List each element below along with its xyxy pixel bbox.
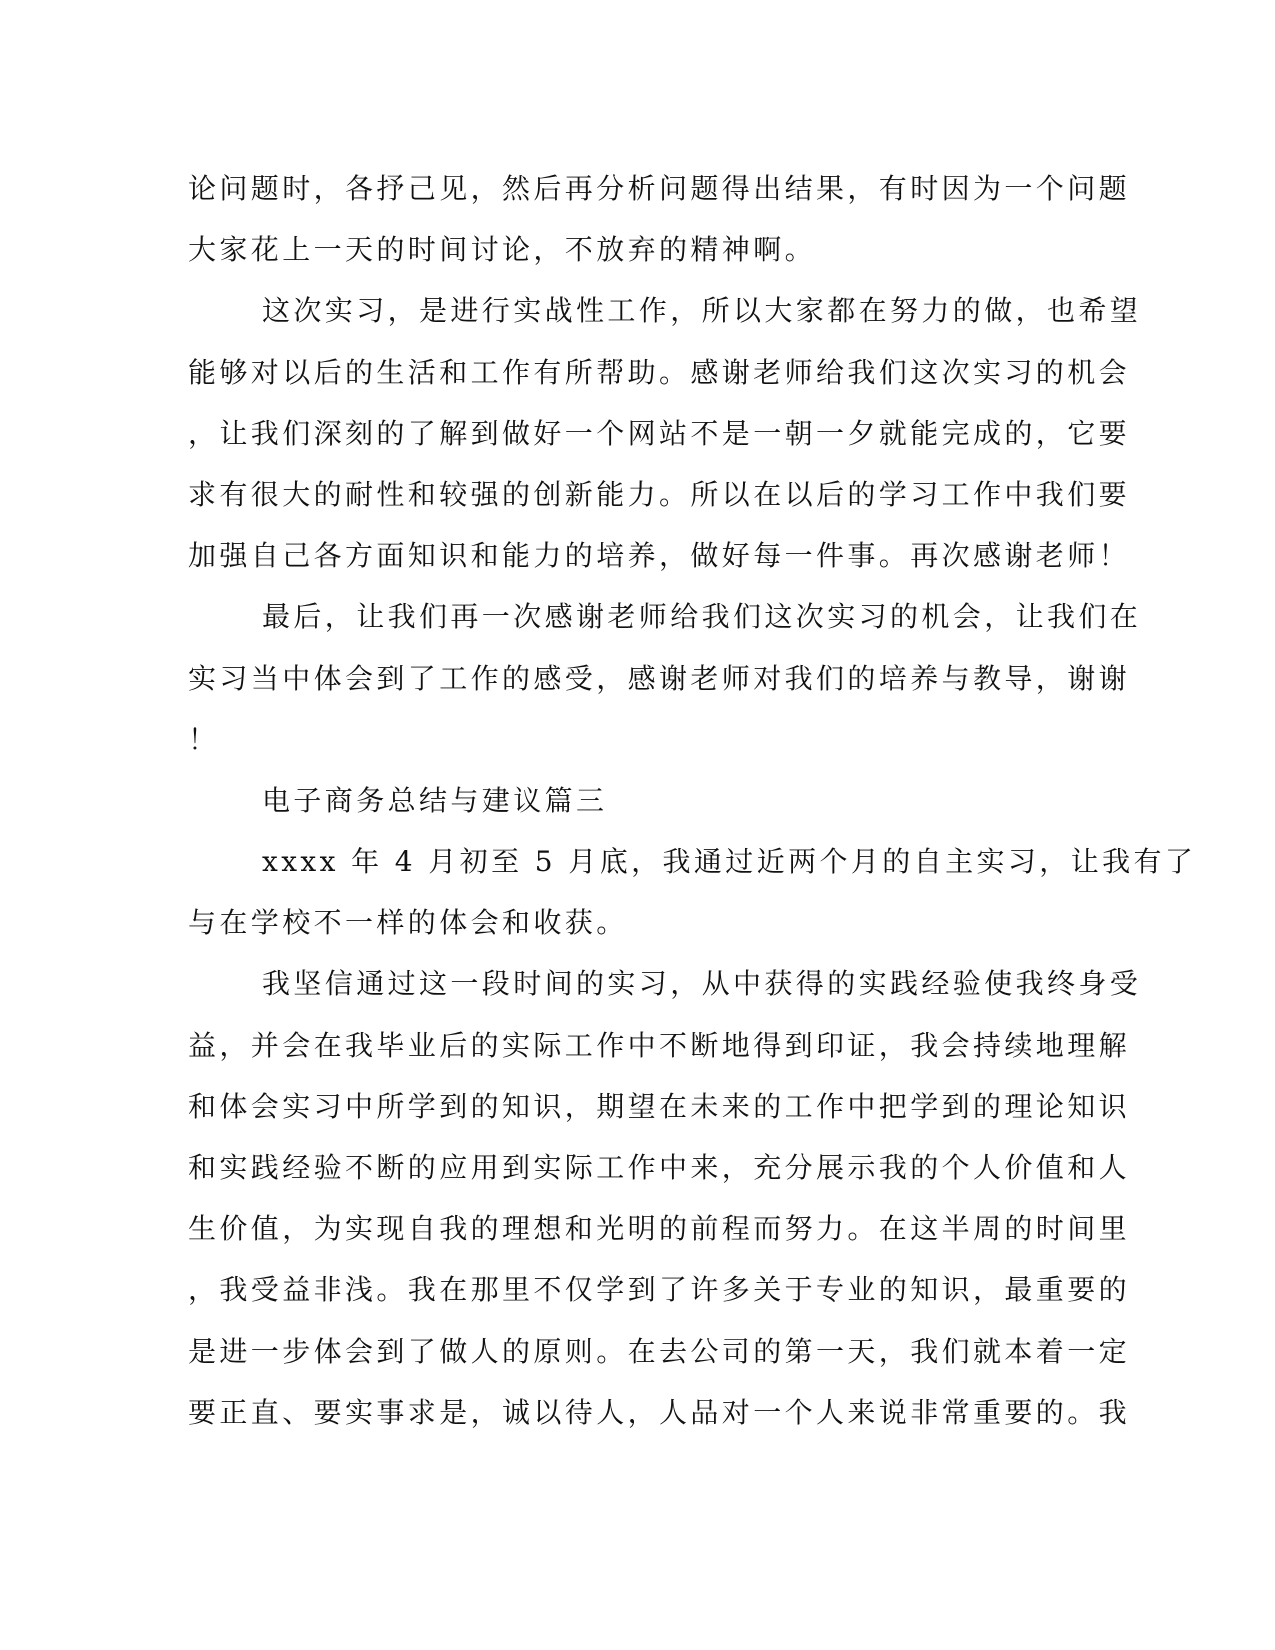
text-line: 实习当中体会到了工作的感受，感谢老师对我们的培养与教导，谢谢 xyxy=(188,661,1131,695)
document-body xyxy=(188,158,1197,1443)
text-line: 生价值，为实现自我的理想和光明的前程而努力。在这半周的时间里 xyxy=(188,1212,1131,1246)
text-line: 要正直、要实事求是，诚以待人，人品对一个人来说非常重要的。我 xyxy=(188,1395,1131,1429)
text-line: 我坚信通过这一段时间的实习，从中获得的实践经验使我终身受 xyxy=(262,967,1142,1001)
text-line: 能够对以后的生活和工作有所帮助。感谢老师给我们这次实习的机会 xyxy=(188,355,1131,389)
text-line: ，我受益非浅。我在那里不仅学到了许多关于专业的知识，最重要的 xyxy=(188,1273,1131,1307)
text-line: 和实践经验不断的应用到实际工作中来，充分展示我的个人价值和人 xyxy=(188,1151,1131,1184)
text-line: 加强自己各方面知识和能力的培养，做好每一件事。再次感谢老师！ xyxy=(188,539,1131,573)
text-line: 这次实习，是进行实战性工作，所以大家都在努力的做，也希望 xyxy=(262,294,1142,328)
text-line: 大家花上一天的时间讨论，不放弃的精神啊。 xyxy=(188,233,817,267)
text-line: xxxx 年 4 月初至 5 月底，我通过近两个月的自主实习，让我有了 xyxy=(262,845,1197,879)
section-heading: 电子商务总结与建议篇三 xyxy=(262,783,608,817)
text-line: 益，并会在我毕业后的实际工作中不断地得到印证，我会持续地理解 xyxy=(188,1028,1131,1062)
text-line: 与在学校不一样的体会和收获。 xyxy=(188,906,628,940)
text-line: ，让我们深刻的了解到做好一个网站不是一朝一夕就能完成的，它要 xyxy=(188,416,1131,450)
text-line: 论问题时，各抒己见，然后再分析问题得出结果，有时因为一个问题 xyxy=(188,172,1131,205)
text-line: 是进一步体会到了做人的原则。在去公司的第一天，我们就本着一定 xyxy=(188,1334,1131,1368)
text-line: 求有很大的耐性和较强的创新能力。所以在以后的学习工作中我们要 xyxy=(188,477,1131,511)
text-line: 最后，让我们再一次感谢老师给我们这次实习的机会，让我们在 xyxy=(262,600,1142,634)
text-line: ！ xyxy=(188,722,220,756)
text-line: 和体会实习中所学到的知识，期望在未来的工作中把学到的理论知识 xyxy=(188,1089,1131,1123)
